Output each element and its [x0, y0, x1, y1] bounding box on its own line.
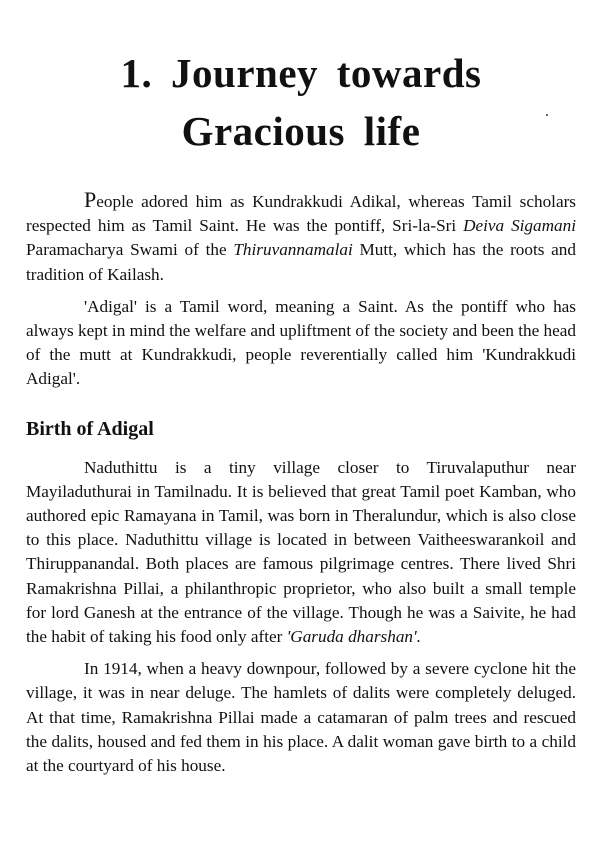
print-speck — [546, 114, 548, 116]
intro-paragraph-1-text-b: Paramacharya Swami of the — [26, 240, 234, 260]
birth-paragraph-1-text-a: Naduthittu is a tiny village closer to Tiruvalaputhur near Mayiladuthurai in Tamilnadu. It is believed that great Tamil poet Kamban, who authored epic Ramayana in Tamil, was born in Theralundur, which is also close to this place. Naduthittu village is located in between Vaitheeswarankoil and Thiruppanandal. Both places are famous pilgrimage centres. There lived Shri Ramakrishna Pillai, a philanthropic proprietor, who also built a small temple for lord Ganesh at the entrance of the village. Though he was a Saivite, he had the habit of taking his food only after — [26, 457, 576, 647]
birth-section — [26, 456, 576, 779]
chapter-title — [26, 44, 576, 160]
birth-paragraph-2: In 1914, when a heavy downpour, followed by a severe cyclone hit the village, it was in near deluge. The hamlets of dalits were completely deluged. At that time, Ramakrishna Pillai made a catamaran of palm trees and rescued the dalits, housed and fed them in his place. A dalit woman gave birth to a child at the courtyard of his house. — [26, 659, 576, 776]
birth-paragraph-1 — [26, 456, 576, 650]
intro-section — [26, 188, 576, 392]
section-heading: Birth of Adigal — [26, 417, 154, 440]
intro-paragraph-1-italic-1: Deiva Sigamani — [463, 216, 576, 236]
intro-paragraph-1-italic-2: Thiruvannamalai — [233, 240, 353, 260]
birth-paragraph-1-italic: 'Garuda dharshan'. — [286, 627, 421, 647]
intro-paragraph-1 — [26, 188, 576, 287]
chapter-title-line-1: 1. Journey towards — [120, 50, 482, 96]
drop-cap: P — [84, 187, 97, 212]
intro-paragraph-1-text-a: eople adored him as Kundrakkudi Adikal, whereas Tamil scholars respected him as Tamil Saint. He was the pontiff, Sri-la-Sri — [26, 192, 576, 236]
intro-paragraph-1-text-c: Mutt, which has the roots and tradition of Kailash. — [26, 240, 576, 284]
chapter-title-line-2: Gracious life — [181, 108, 421, 154]
intro-paragraph-2: 'Adigal' is a Tamil word, meaning a Saint. As the pontiff who has always kept in mind the welfare and upliftment of the society and been the head of the mutt at Kundrakkudi, people reverentially called him 'Kundrakkudi Adigal'. — [26, 296, 576, 389]
